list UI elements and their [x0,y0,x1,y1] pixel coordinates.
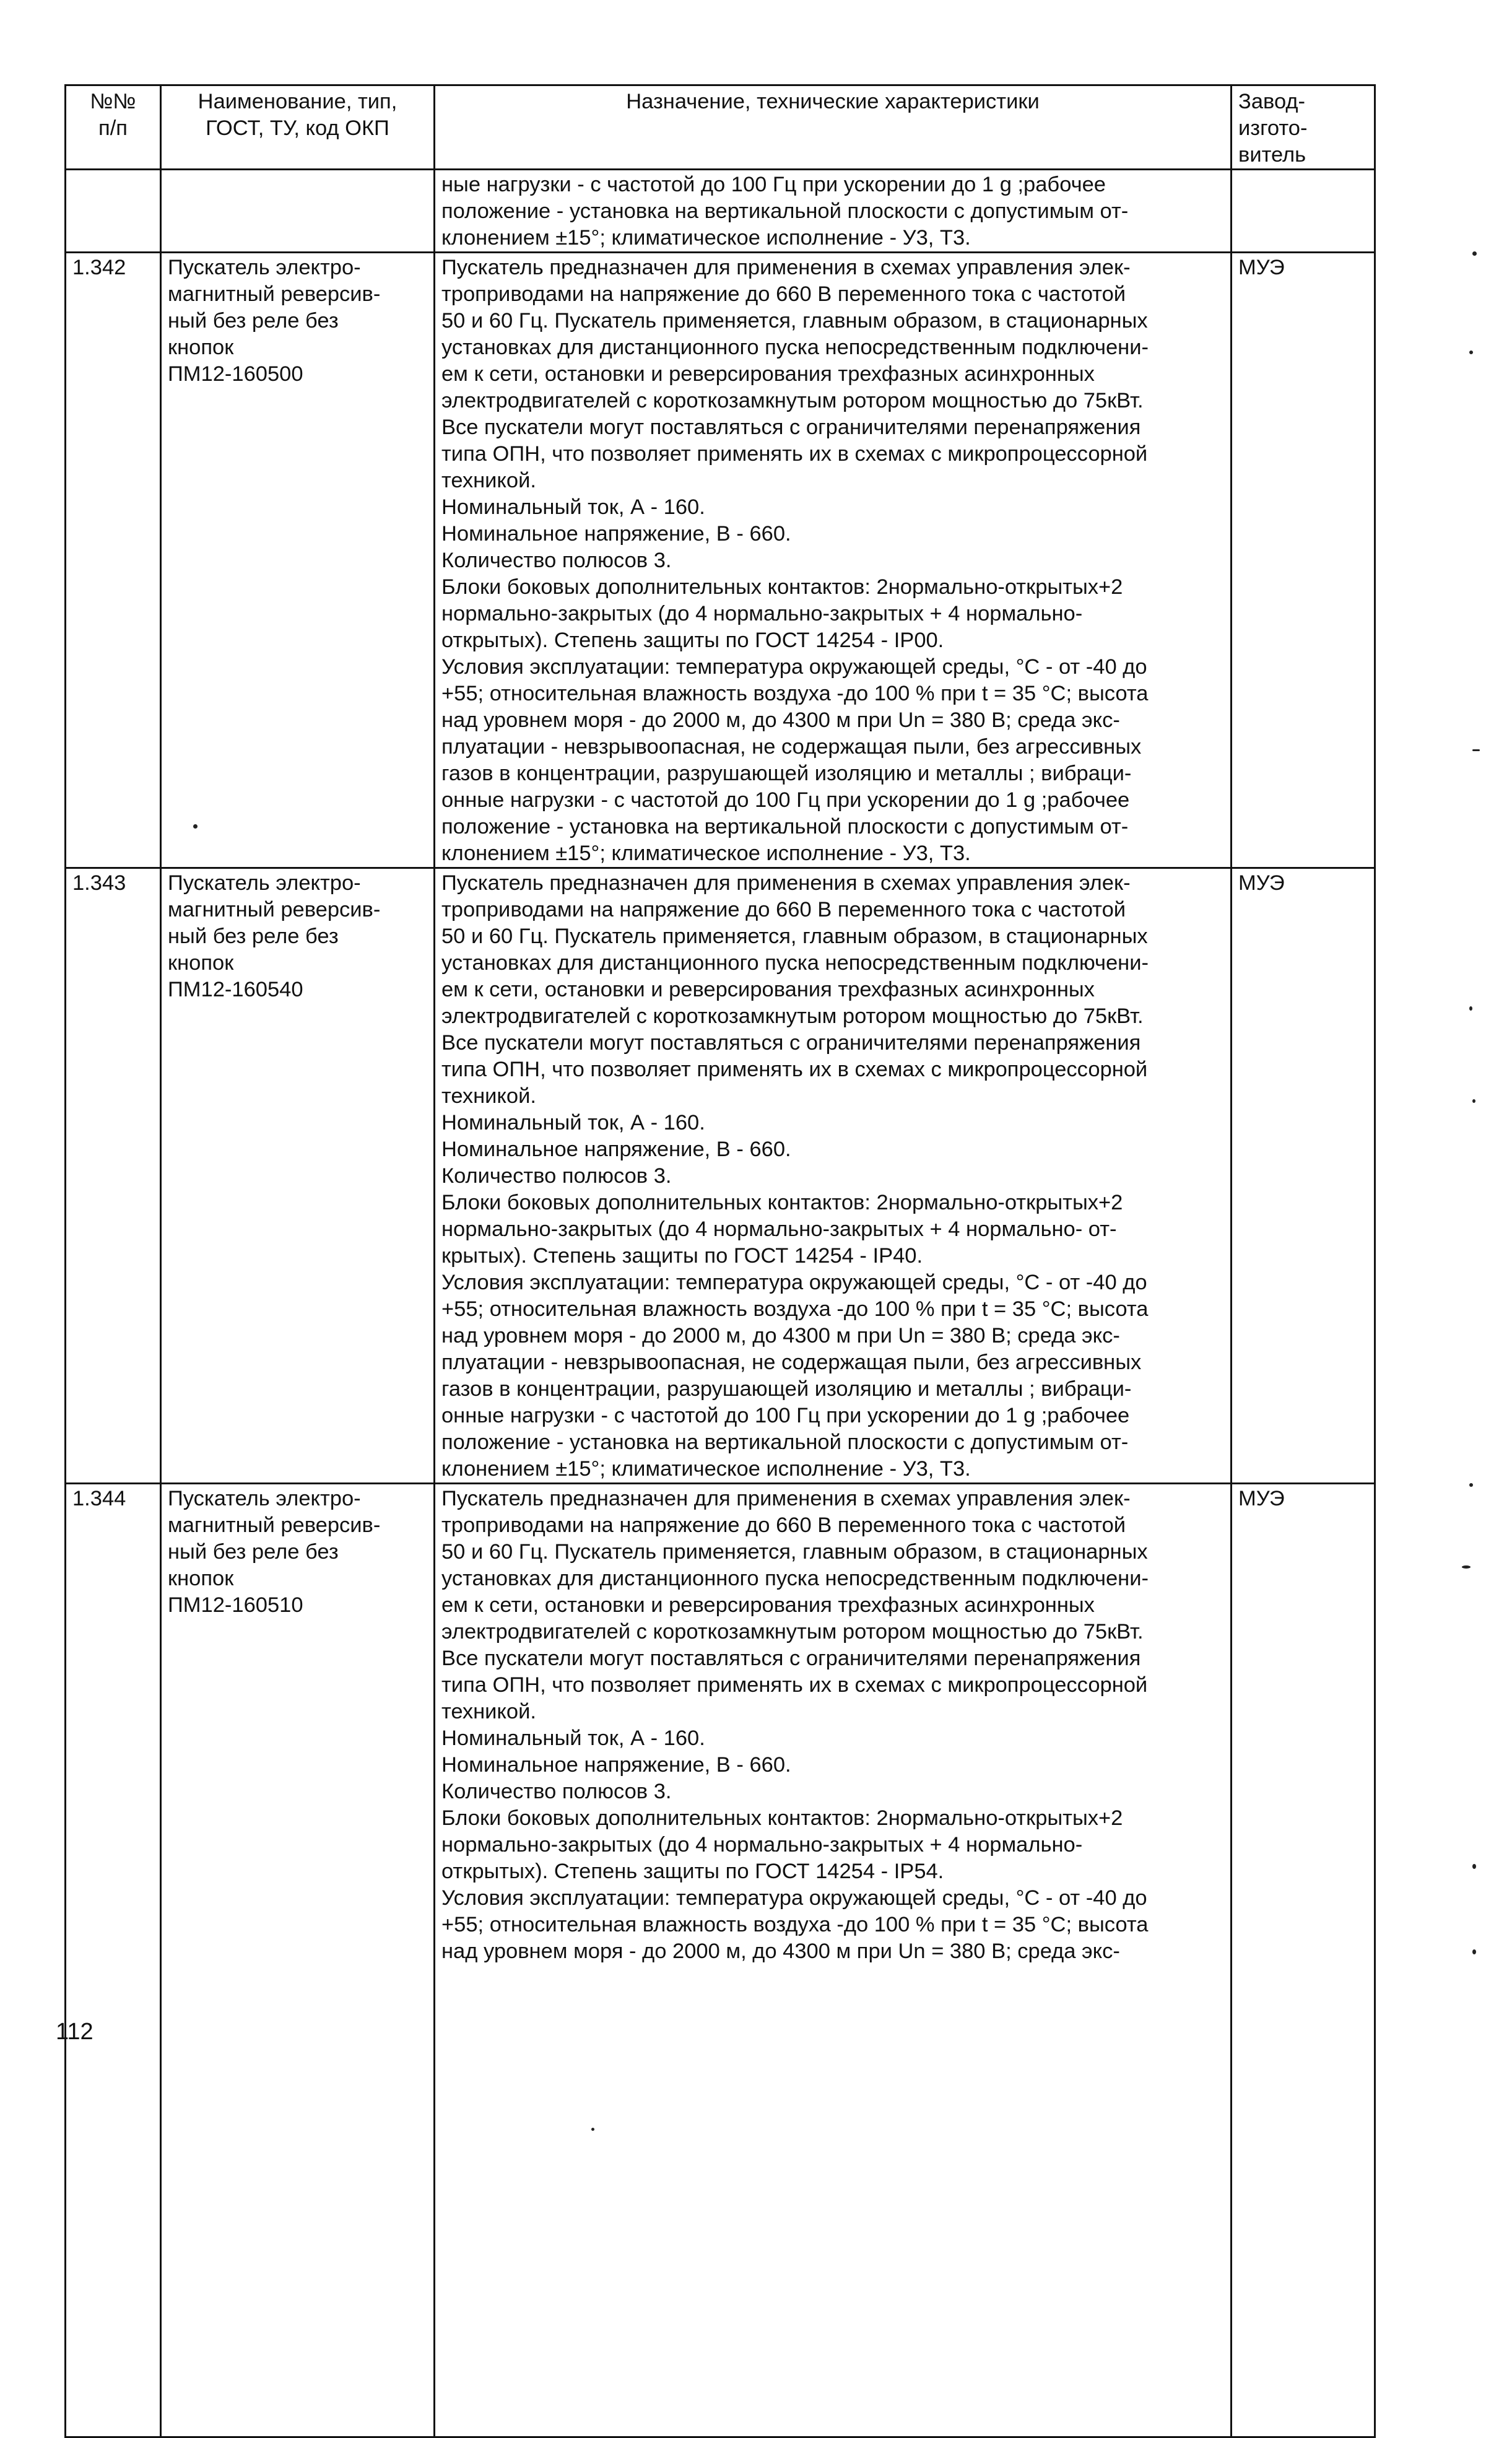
row-num: 1.342 [66,253,161,868]
continuation-text: ные нагрузки - с частотой до 100 Гц при ускорении до 1 g ;рабочее положение - установка на вертикальной плоскости с допустимым от- клонением ±15°; климатическое исполнение - У3, Т3. [435,170,1232,253]
row-num: 1.344 [66,1484,161,2437]
row-num: 1.343 [66,868,161,1484]
table-header-row [66,85,1375,170]
header-num: №№ п/п [66,85,161,170]
row-name: Пускатель электро- магнитный реверсив- ный без реле без кнопок ПМ12-160510 [161,1484,435,2437]
table-row [66,868,1375,1484]
scan-speck [1469,1483,1473,1487]
scan-speck [1472,1949,1476,1954]
continuation-name-cell [161,170,435,253]
header-maker: Завод- изгото- витель [1232,85,1375,170]
scan-speck [1469,350,1473,354]
header-desc: Назначение, технические характеристики [435,85,1232,170]
scan-speck [1472,251,1477,256]
page-number: 112 [56,2019,93,2045]
scan-speck [1472,1099,1475,1103]
row-description: Пускатель предназначен для применения в схемах управления элек- троприводами на напряжение до 660 В переменного тока с частотой 50 и 60 Гц. Пускатель применяется, главным образом, в стационарных установках для дистанционного пуска непосредственным подключени- ем к сети, остановки и реверсирования трехфазных асинхронных электродвигателей с короткозамкнутым ротором мощностью до 75кВт. Все пускатели могут поставляться с ограничителями перенапряжения типа ОПН, что позволяет применять их в схемах с микропроцессорной техникой. Номинальный ток, А - 160. Номинальное напряжение, В - 660. Количество полюсов 3. Блоки боковых дополнительных контактов: 2нормально-открытых+2 нормально-закрытых (до 4 нормально-закрытых + 4 нормально- открытых). Степень защиты по ГОСТ 14254 - IP54. Условия эксплуатации: температура окружающей среды, °С - от -40 до +55; относительная влажность воздуха -до 100 % при t = 35 °С; высота над уровнем моря - до 2000 м, до 4300 м при Un = 380 В; среда экс- [435,1484,1232,2437]
scan-speck [1462,1565,1471,1569]
row-maker: МУЭ [1232,253,1375,868]
continuation-row [66,170,1375,253]
header-name: Наименование, тип, ГОСТ, ТУ, код ОКП [161,85,435,170]
row-maker: МУЭ [1232,868,1375,1484]
row-description: Пускатель предназначен для применения в схемах управления элек- троприводами на напряжение до 660 В переменного тока с частотой 50 и 60 Гц. Пускатель применяется, главным образом, в стационарных установках для дистанционного пуска непосредственным подключени- ем к сети, остановки и реверсирования трехфазных асинхронных электродвигателей с короткозамкнутым ротором мощностью до 75кВт. Все пускатели могут поставляться с ограничителями перенапряжения типа ОПН, что позволяет применять их в схемах с микропроцессорной техникой. Номинальный ток, А - 160. Номинальное напряжение, В - 660. Количество полюсов 3. Блоки боковых дополнительных контактов: 2нормально-открытых+2 нормально-закрытых (до 4 нормально-закрытых + 4 нормально- от- крытых). Степень защиты по ГОСТ 14254 - IP40. Условия эксплуатации: температура окружающей среды, °С - от -40 до +55; относительная влажность воздуха -до 100 % при t = 35 °С; высота над уровнем моря - до 2000 м, до 4300 м при Un = 380 В; среда экс- плуатации - невзрывоопасная, не содержащая пыли, без агрессивных газов в концентрации, разрушающей изоляцию и металлы ; вибраци- онные нагрузки - с частотой до 100 Гц при ускорении до 1 g ;рабочее положение - установка на вертикальной плоскости с допустимым от- клонением ±15°; климатическое исполнение - У3, Т3. [435,868,1232,1484]
scan-speck [1472,749,1480,751]
row-description: Пускатель предназначен для применения в схемах управления элек- троприводами на напряжение до 660 В переменного тока с частотой 50 и 60 Гц. Пускатель применяется, главным образом, в стационарных установках для дистанционного пуска непосредственным подключени- ем к сети, остановки и реверсирования трехфазных асинхронных электродвигателей с короткозамкнутым ротором мощностью до 75кВт. Все пускатели могут поставляться с ограничителями перенапряжения типа ОПН, что позволяет применять их в схемах с микропроцессорной техникой. Номинальный ток, А - 160. Номинальное напряжение, В - 660. Количество полюсов 3. Блоки боковых дополнительных контактов: 2нормально-открытых+2 нормально-закрытых (до 4 нормально-закрытых + 4 нормально- открытых). Степень защиты по ГОСТ 14254 - IP00. Условия эксплуатации: температура окружающей среды, °С - от -40 до +55; относительная влажность воздуха -до 100 % при t = 35 °С; высота над уровнем моря - до 2000 м, до 4300 м при Un = 380 В; среда экс- плуатации - невзрывоопасная, не содержащая пыли, без агрессивных газов в концентрации, разрушающей изоляцию и металлы ; вибраци- онные нагрузки - с частотой до 100 Гц при ускорении до 1 g ;рабочее положение - установка на вертикальной плоскости с допустимым от- клонением ±15°; климатическое исполнение - У3, Т3. [435,253,1232,868]
row-maker: МУЭ [1232,1484,1375,2437]
row-name: Пускатель электро- магнитный реверсив- ный без реле без кнопок ПМ12-160540 [161,868,435,1484]
table-row [66,1484,1375,2437]
spec-table [64,84,1376,2438]
scan-speck [193,824,198,829]
row-name: Пускатель электро- магнитный реверсив- ный без реле без кнопок ПМ12-160500 [161,253,435,868]
continuation-num-cell [66,170,161,253]
scan-speck [591,2128,594,2131]
scan-speck [1469,1006,1472,1011]
scan-speck [1472,1864,1476,1869]
continuation-maker-cell [1232,170,1375,253]
table-row [66,253,1375,868]
